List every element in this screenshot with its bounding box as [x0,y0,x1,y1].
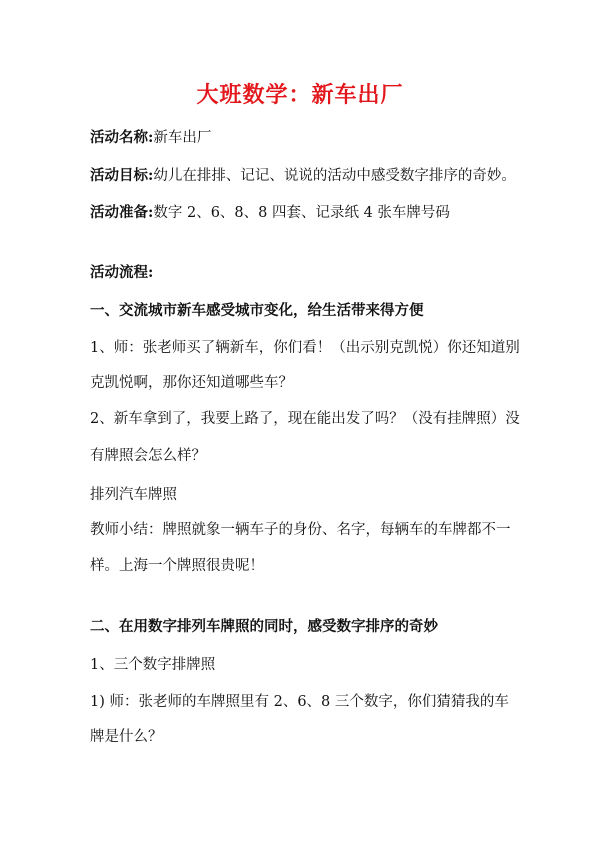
activity-name-line [90,128,540,148]
section2-line: 1) 师：张老师的车牌照里有 2、6、8 三个数字，你们猜猜我的车 [90,694,509,710]
activity-goal-line [90,166,540,186]
page-title: 大班数学：新车出厂 [196,83,404,108]
section1-line: 教师小结：牌照就象一辆车子的身份、名字，每辆车的车牌都不一 [90,522,511,538]
section1-line: 有牌照会怎么样？ [90,448,206,464]
section1-line: 克凯悦啊，那你还知道哪些车？ [90,375,293,391]
activity-name-label: 活动名称: [90,129,154,146]
section1-heading: 一、交流城市新车感受城市变化，给生活带来得方便 [90,302,424,319]
activity-prep-label: 活动准备: [90,204,154,221]
activity-goal-value: 幼儿在排排、记记、说说的活动中感受数字排序的奇妙。 [153,168,516,184]
section1-line: 排列汽车牌照 [90,487,177,503]
section2-heading: 二、在用数字排列车牌照的同时，感受数字排序的奇妙 [90,618,438,635]
activity-name-value: 新车出厂 [153,130,212,146]
section2-line: 牌是什么？ [90,729,163,745]
section2-line: 1、三个数字排牌照 [90,657,216,673]
activity-goal-label: 活动目标: [90,167,154,184]
section1-line: 样。上海一个牌照很贵呢！ [90,558,264,574]
activity-prep-value: 数字 2、6、8、8 四套、记录纸 4 张车牌号码 [153,205,450,221]
section1-line: 1、师：张老师买了辆新车，你们看！（出示别克凯悦）你还知道别 [90,340,520,356]
section1-line: 2、新车拿到了，我要上路了，现在能出发了吗？（没有挂牌照）没 [90,411,520,427]
activity-prep-line [90,203,540,223]
process-heading: 活动流程: [90,264,154,281]
